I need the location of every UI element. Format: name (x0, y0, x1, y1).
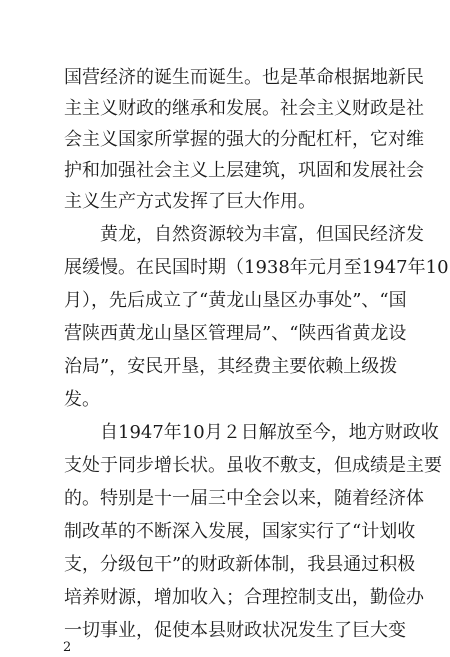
text-line: 发。 (64, 389, 100, 410)
text-line: 黄龙，自然资源较为丰富，但国民经济发 (64, 224, 424, 245)
text-line: 护和加强社会主义上层建筑，巩固和发展社会 (64, 160, 424, 181)
text-line: 自1947年10月２日解放至今，地方财政收 (64, 422, 439, 443)
text-line: 一切事业，促使本县财政状况发生了巨大变 (64, 620, 406, 641)
text-line: 的。特别是十一届三中全会以来，随着经济体 (64, 488, 424, 509)
text-line: 营陕西黄龙山垦区管理局”、“陕西省黄龙设 (64, 323, 407, 344)
text-line: 培养财源，增加收入；合理控制支出，勤俭办 (64, 587, 424, 608)
text-line: 制改革的不断深入发展，国家实行了“计划收 (64, 521, 416, 542)
text-line: 治局”，安民开垦，其经费主要依赖上级拨 (64, 356, 398, 377)
text-line: 会主义国家所掌握的强大的分配杠杆，它对维 (64, 129, 424, 150)
text-line: 国营经济的诞生而诞生。也是革命根据地新民 (64, 67, 424, 88)
text-line: 主主义财政的继承和发展。社会主义财政是社 (64, 98, 424, 119)
text-line: 月），先后成立了“黄龙山垦区办事处”、“国 (64, 290, 407, 311)
text-line: 展缓慢。在民国时期（1938年元月至1947年10 (64, 257, 449, 278)
text-line: 主义生产方式发挥了巨大作用。 (64, 191, 316, 212)
text-line: 支，分级包干”的财政新体制，我县通过积极 (64, 554, 416, 575)
page-number: 2 (63, 640, 72, 655)
text-line: 支处于同步增长状。虽收不敷支，但成绩是主要 (64, 455, 442, 476)
